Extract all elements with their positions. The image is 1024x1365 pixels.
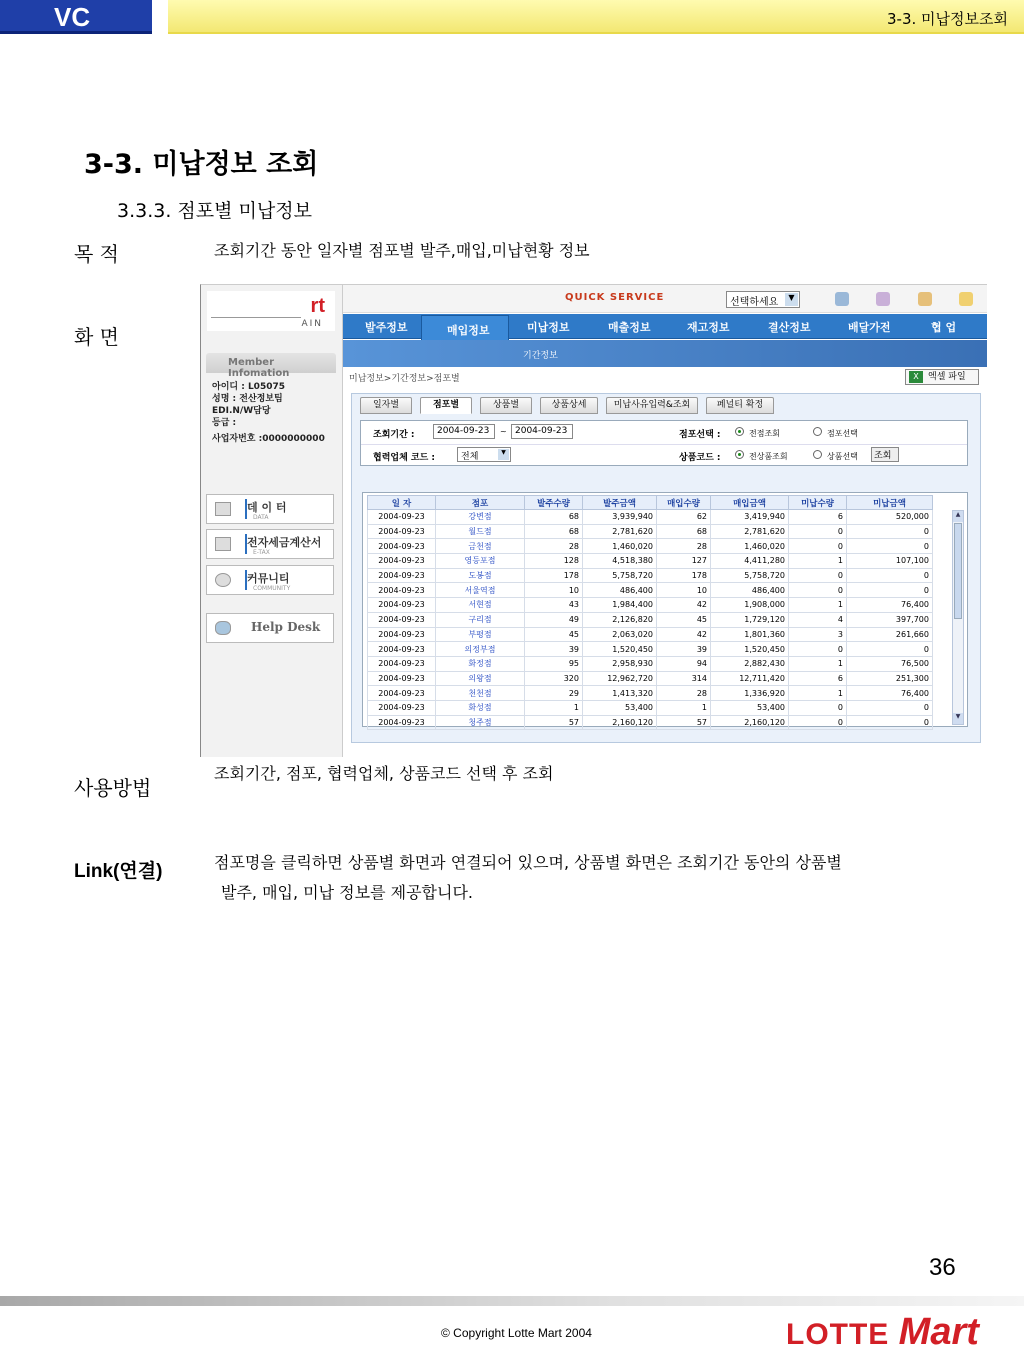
cell-date: 2004-09-23 xyxy=(368,656,436,671)
cell-unpaid-amt: 0 xyxy=(847,715,933,730)
cell-purchase-qty: 45 xyxy=(657,612,711,627)
help-icon[interactable] xyxy=(876,292,890,306)
cell-purchase-qty: 28 xyxy=(657,686,711,701)
cell-order-amt: 4,518,380 xyxy=(583,554,657,569)
app-screenshot xyxy=(200,284,987,757)
tab-daily[interactable]: 일자별 xyxy=(360,397,412,414)
cell-purchase-qty: 42 xyxy=(657,627,711,642)
monitor-icon xyxy=(215,502,231,516)
cell-order-qty: 10 xyxy=(525,583,583,598)
page-title: 3-3. 미납정보 조회 xyxy=(84,149,319,180)
menu-collab[interactable]: 협 업 xyxy=(931,321,957,334)
unpaid-table xyxy=(367,495,933,730)
excel-icon: X xyxy=(909,371,923,383)
usage-label: 사용방법 xyxy=(74,776,152,800)
store-link[interactable]: 부평점 xyxy=(436,627,525,642)
col-order-amt[interactable]: 발주금액 xyxy=(583,496,657,510)
cell-unpaid-qty: 1 xyxy=(789,598,847,613)
date-to-input[interactable]: 2004-09-23 xyxy=(511,424,573,439)
cell-order-amt: 3,939,940 xyxy=(583,510,657,525)
cell-purchase-qty: 39 xyxy=(657,642,711,657)
period-label: 조회기간 : xyxy=(373,430,415,440)
cell-order-qty: 95 xyxy=(525,656,583,671)
cell-date: 2004-09-23 xyxy=(368,686,436,701)
page-subtitle: 3.3.3. 점포별 미납정보 xyxy=(117,200,312,222)
tab-unpaid-reason[interactable]: 미납사유입력&조회 xyxy=(606,397,698,414)
col-purchase-amt[interactable]: 매입금액 xyxy=(711,496,789,510)
cell-order-qty: 45 xyxy=(525,627,583,642)
cell-order-amt: 53,400 xyxy=(583,700,657,715)
menu-order[interactable]: 발주정보 xyxy=(365,321,408,334)
cell-purchase-amt: 12,711,420 xyxy=(711,671,789,686)
submenu-bar xyxy=(343,340,987,367)
menu-unpaid[interactable]: 미납정보 xyxy=(527,321,570,334)
community-icon xyxy=(215,573,231,587)
excel-button[interactable]: X 엑셀 파일 xyxy=(905,369,979,385)
cell-date: 2004-09-23 xyxy=(368,612,436,627)
purpose-text: 조회기간 동안 일자별 점포별 발주,매입,미납현황 정보 xyxy=(214,241,590,260)
member-grade: 등급 : xyxy=(212,418,237,428)
menu-settlement[interactable]: 결산정보 xyxy=(768,321,811,334)
cell-date: 2004-09-23 xyxy=(368,598,436,613)
cell-unpaid-amt: 0 xyxy=(847,642,933,657)
link-label: Link(연결) xyxy=(74,861,163,882)
cell-order-amt: 5,758,720 xyxy=(583,568,657,583)
vc-logo: VC xyxy=(0,0,152,34)
cell-order-qty: 49 xyxy=(525,612,583,627)
scroll-up-icon[interactable]: ▲ xyxy=(953,511,963,522)
cell-date: 2004-09-23 xyxy=(368,539,436,554)
menu-purchase[interactable]: 매입정보 xyxy=(447,324,490,337)
cell-unpaid-amt: 0 xyxy=(847,524,933,539)
vendor-label: 협력업체 코드 : xyxy=(373,453,436,463)
cell-order-amt: 12,962,720 xyxy=(583,671,657,686)
page-number: 36 xyxy=(929,1254,956,1281)
logo-ain: AIN xyxy=(301,319,323,329)
cell-purchase-amt: 1,520,450 xyxy=(711,642,789,657)
cell-order-qty: 178 xyxy=(525,568,583,583)
cell-purchase-amt: 486,400 xyxy=(711,583,789,598)
cell-order-qty: 1 xyxy=(525,700,583,715)
table-row xyxy=(368,671,933,686)
cell-order-qty: 28 xyxy=(525,539,583,554)
member-bizno: 사업자번호 :0000000000 xyxy=(212,434,325,444)
cell-purchase-qty: 28 xyxy=(657,539,711,554)
cell-unpaid-qty: 0 xyxy=(789,700,847,715)
header-band xyxy=(168,0,1024,34)
quick-service-bar xyxy=(343,285,987,313)
cell-order-qty: 128 xyxy=(525,554,583,569)
cell-unpaid-qty: 4 xyxy=(789,612,847,627)
cell-purchase-qty: 62 xyxy=(657,510,711,525)
breadcrumb: 미납정보>기간정보>점포별 xyxy=(349,374,460,384)
link-text-line2: 발주, 매입, 미납 정보를 제공합니다. xyxy=(221,883,473,902)
logo-rt: rt xyxy=(310,295,325,317)
store-link[interactable]: 서울역점 xyxy=(436,583,525,598)
cell-unpaid-qty: 0 xyxy=(789,524,847,539)
cell-purchase-amt: 2,882,430 xyxy=(711,656,789,671)
lock-icon[interactable] xyxy=(918,292,932,306)
table-row xyxy=(368,612,933,627)
table-row xyxy=(368,554,933,569)
quick-service-select[interactable]: 선택하세요 ▼ xyxy=(726,291,800,308)
store-link[interactable]: 서현점 xyxy=(436,598,525,613)
tab-product[interactable]: 상품별 xyxy=(480,397,532,414)
cell-order-amt: 1,520,450 xyxy=(583,642,657,657)
cell-order-qty: 68 xyxy=(525,510,583,525)
cell-unpaid-qty: 0 xyxy=(789,642,847,657)
col-store[interactable]: 점포 xyxy=(436,496,525,510)
cell-purchase-qty: 1 xyxy=(657,700,711,715)
cell-order-amt: 2,126,820 xyxy=(583,612,657,627)
cell-unpaid-amt: 0 xyxy=(847,539,933,554)
cell-purchase-qty: 68 xyxy=(657,524,711,539)
member-id: 아이디 : L05075 xyxy=(212,382,285,392)
left-panel xyxy=(201,285,343,757)
cell-purchase-qty: 314 xyxy=(657,671,711,686)
menu-stock[interactable]: 재고정보 xyxy=(687,321,730,334)
vendor-select[interactable]: 전체 ▼ xyxy=(457,447,511,462)
table-row xyxy=(368,642,933,657)
chart-icon xyxy=(215,537,231,551)
member-info-title: Member Infomation xyxy=(206,353,336,373)
table-row xyxy=(368,539,933,554)
store-link[interactable]: 의왕점 xyxy=(436,671,525,686)
store-link[interactable]: 청주점 xyxy=(436,715,525,730)
cell-date: 2004-09-23 xyxy=(368,510,436,525)
cell-order-amt: 1,413,320 xyxy=(583,686,657,701)
chevron-down-icon: ▼ xyxy=(785,293,798,306)
lotte-mart-logo: LOTTE Mart xyxy=(786,1311,979,1353)
member-dept: EDI.N/W담당 xyxy=(212,406,271,416)
screen-label: 화 면 xyxy=(74,325,119,349)
cell-unpaid-amt: 107,100 xyxy=(847,554,933,569)
footer-bar xyxy=(0,1296,1024,1306)
store-link[interactable]: 구리점 xyxy=(436,612,525,627)
cell-order-qty: 320 xyxy=(525,671,583,686)
store-link[interactable]: 영등포점 xyxy=(436,554,525,569)
table-row xyxy=(368,700,933,715)
member-name: 성명 : 전산정보팀 xyxy=(212,394,283,404)
cell-order-qty: 29 xyxy=(525,686,583,701)
table-row xyxy=(368,524,933,539)
col-date[interactable]: 일 자 xyxy=(368,496,436,510)
cell-unpaid-amt: 520,000 xyxy=(847,510,933,525)
cell-unpaid-amt: 251,300 xyxy=(847,671,933,686)
cell-date: 2004-09-23 xyxy=(368,715,436,730)
content-panel xyxy=(351,393,981,743)
menu-sales[interactable]: 매출정보 xyxy=(608,321,651,334)
table-scrollbar[interactable] xyxy=(952,510,964,725)
cell-unpaid-qty: 1 xyxy=(789,554,847,569)
cell-unpaid-amt: 76,400 xyxy=(847,686,933,701)
phone-icon xyxy=(215,621,231,635)
usage-text: 조회기간, 점포, 협력업체, 상품코드 선택 후 조회 xyxy=(214,764,554,783)
home-icon[interactable] xyxy=(835,292,849,306)
product-label: 상품코드 : xyxy=(679,453,721,463)
store-link[interactable]: 화정점 xyxy=(436,656,525,671)
cell-unpaid-qty: 0 xyxy=(789,583,847,598)
cell-purchase-amt: 2,781,620 xyxy=(711,524,789,539)
col-purchase-qty[interactable]: 매입수량 xyxy=(657,496,711,510)
cell-date: 2004-09-23 xyxy=(368,583,436,598)
cell-order-amt: 486,400 xyxy=(583,583,657,598)
cell-date: 2004-09-23 xyxy=(368,671,436,686)
col-unpaid-amt[interactable]: 미납금액 xyxy=(847,496,933,510)
cell-purchase-amt: 1,801,360 xyxy=(711,627,789,642)
table-row xyxy=(368,568,933,583)
table-row xyxy=(368,627,933,642)
cell-order-qty: 68 xyxy=(525,524,583,539)
store-link[interactable]: 월드점 xyxy=(436,524,525,539)
quick-service-label: QUICK SERVICE xyxy=(565,292,665,303)
store-link[interactable]: 도봉점 xyxy=(436,568,525,583)
cell-purchase-amt: 1,336,920 xyxy=(711,686,789,701)
cell-purchase-amt: 3,419,940 xyxy=(711,510,789,525)
result-grid xyxy=(362,492,968,727)
tab-product-detail[interactable]: 상품상세 xyxy=(540,397,598,414)
scroll-down-icon[interactable]: ▼ xyxy=(953,713,963,724)
scroll-thumb[interactable] xyxy=(954,523,962,619)
menu-delivery[interactable]: 배달가전 xyxy=(848,321,891,334)
cell-order-qty: 57 xyxy=(525,715,583,730)
product-select-radio[interactable] xyxy=(813,450,822,459)
store-link[interactable]: 의정부점 xyxy=(436,642,525,657)
cell-unpaid-amt: 0 xyxy=(847,583,933,598)
cell-order-amt: 2,160,120 xyxy=(583,715,657,730)
store-label: 점포선택 : xyxy=(679,430,721,440)
cell-unpaid-amt: 76,500 xyxy=(847,656,933,671)
cell-order-qty: 43 xyxy=(525,598,583,613)
cell-unpaid-qty: 6 xyxy=(789,671,847,686)
cell-date: 2004-09-23 xyxy=(368,554,436,569)
cell-purchase-amt: 4,411,280 xyxy=(711,554,789,569)
cell-unpaid-qty: 0 xyxy=(789,715,847,730)
cell-unpaid-qty: 0 xyxy=(789,539,847,554)
purpose-label: 목 적 xyxy=(74,242,119,266)
cell-purchase-amt: 5,758,720 xyxy=(711,568,789,583)
product-all-radio[interactable] xyxy=(735,450,744,459)
table-row xyxy=(368,715,933,730)
tab-penalty[interactable]: 페널티 확정 xyxy=(706,397,774,414)
submenu-period[interactable]: 기간정보 xyxy=(523,351,558,361)
data-button[interactable]: 데 이 터 DATA xyxy=(206,494,334,524)
copyright: © Copyright Lotte Mart 2004 xyxy=(441,1326,592,1340)
cell-order-amt: 2,781,620 xyxy=(583,524,657,539)
cell-purchase-qty: 42 xyxy=(657,598,711,613)
store-link[interactable]: 강변점 xyxy=(436,510,525,525)
cell-order-amt: 2,958,930 xyxy=(583,656,657,671)
cell-order-amt: 1,460,020 xyxy=(583,539,657,554)
cell-date: 2004-09-23 xyxy=(368,700,436,715)
cell-purchase-qty: 178 xyxy=(657,568,711,583)
store-select-radio[interactable] xyxy=(813,427,822,436)
store-all-radio[interactable] xyxy=(735,427,744,436)
cell-purchase-qty: 10 xyxy=(657,583,711,598)
cell-unpaid-amt: 397,700 xyxy=(847,612,933,627)
cell-unpaid-qty: 1 xyxy=(789,656,847,671)
cell-date: 2004-09-23 xyxy=(368,627,436,642)
col-unpaid-qty[interactable]: 미납수량 xyxy=(789,496,847,510)
etax-button[interactable]: 전자세금계산서 E-TAX xyxy=(206,529,334,559)
cell-unpaid-qty: 0 xyxy=(789,568,847,583)
cell-unpaid-qty: 1 xyxy=(789,686,847,701)
cell-purchase-amt: 2,160,120 xyxy=(711,715,789,730)
cell-unpaid-amt: 0 xyxy=(847,700,933,715)
cell-unpaid-qty: 6 xyxy=(789,510,847,525)
chevron-down-icon: ▼ xyxy=(498,449,509,460)
cell-purchase-qty: 57 xyxy=(657,715,711,730)
cell-purchase-amt: 1,908,000 xyxy=(711,598,789,613)
store-link[interactable]: 금천점 xyxy=(436,539,525,554)
table-row xyxy=(368,510,933,525)
col-order-qty[interactable]: 발주수량 xyxy=(525,496,583,510)
tab-store[interactable]: 점포별 xyxy=(420,397,472,414)
table-row xyxy=(368,656,933,671)
cell-order-amt: 2,063,020 xyxy=(583,627,657,642)
cell-unpaid-qty: 3 xyxy=(789,627,847,642)
cell-unpaid-amt: 76,400 xyxy=(847,598,933,613)
cell-purchase-amt: 1,729,120 xyxy=(711,612,789,627)
table-row xyxy=(368,583,933,598)
search-form: 조회기간 : 2004-09-23 ~ 2004-09-23 협력업체 코드 : 전체 ▼ 점포선택 : 전점조회 점포선택 상품코드 : 전상품조회 상품선택 조회 xyxy=(360,420,968,466)
cell-purchase-qty: 94 xyxy=(657,656,711,671)
cell-purchase-amt: 53,400 xyxy=(711,700,789,715)
cell-unpaid-amt: 261,660 xyxy=(847,627,933,642)
cell-purchase-qty: 127 xyxy=(657,554,711,569)
link-text-line1: 점포명을 클릭하면 상품별 화면과 연결되어 있으며, 상품별 화면은 조회기간 동안의 상품별 xyxy=(214,853,842,872)
search-button[interactable]: 조회 xyxy=(871,447,899,462)
community-button[interactable]: 커뮤니티 COMMUNITY xyxy=(206,565,334,595)
cell-date: 2004-09-23 xyxy=(368,568,436,583)
cell-purchase-amt: 1,460,020 xyxy=(711,539,789,554)
cell-order-qty: 39 xyxy=(525,642,583,657)
app-logo xyxy=(207,291,335,331)
table-row xyxy=(368,598,933,613)
store-link[interactable]: 천천점 xyxy=(436,686,525,701)
member-info xyxy=(206,353,336,463)
table-row xyxy=(368,686,933,701)
date-from-input[interactable]: 2004-09-23 xyxy=(433,424,495,439)
cell-unpaid-amt: 0 xyxy=(847,568,933,583)
cell-date: 2004-09-23 xyxy=(368,642,436,657)
store-link[interactable]: 화성점 xyxy=(436,700,525,715)
cell-order-amt: 1,984,400 xyxy=(583,598,657,613)
section-title: 3-3. 미납정보조회 xyxy=(887,10,1008,28)
cell-date: 2004-09-23 xyxy=(368,524,436,539)
user-icon[interactable] xyxy=(959,292,973,306)
help-desk-button[interactable]: Help Desk xyxy=(206,613,334,643)
